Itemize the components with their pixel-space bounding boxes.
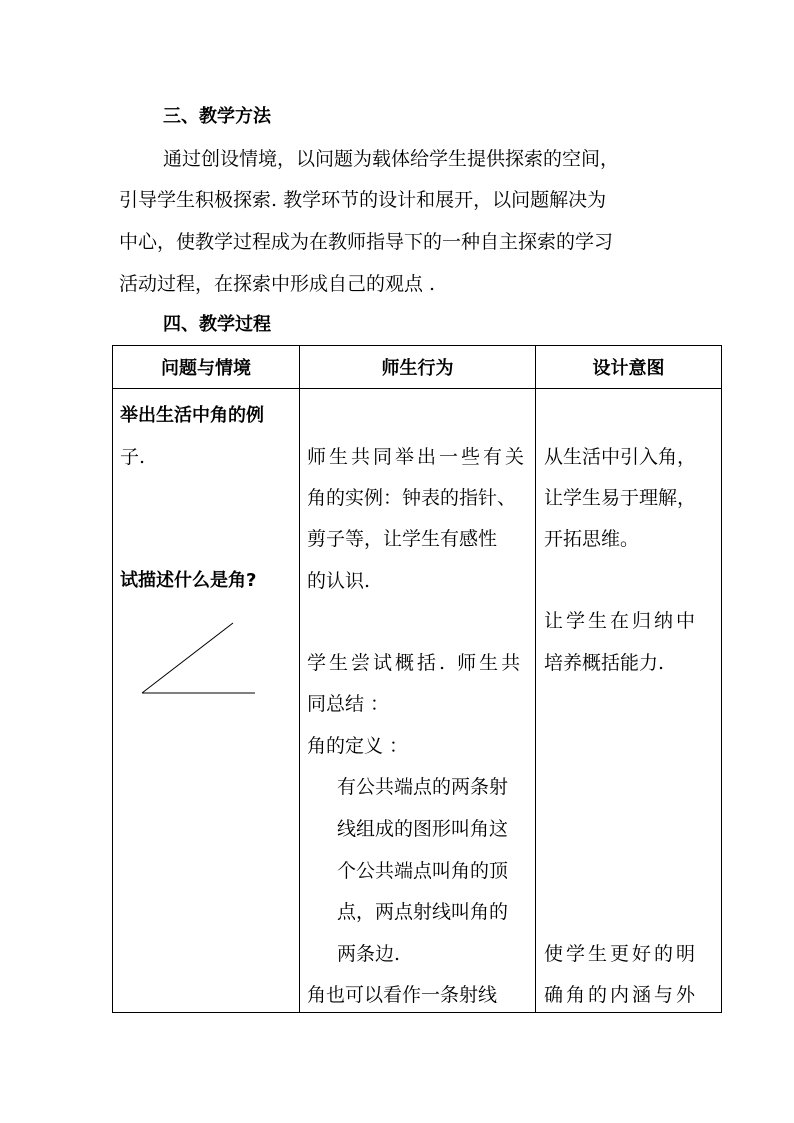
intent-1-line-3: 开拓思维。 <box>544 528 640 550</box>
question-1-line-1: 举出生活中角的例 <box>120 405 264 426</box>
intent-3-line-2: 确角的内涵与外 <box>544 984 699 1006</box>
intent-2-line-2: 培养概括能力. <box>544 652 665 674</box>
definition-line-2: 线组成的图形叫角这 <box>337 818 509 840</box>
section-heading-methods: 三、教学方法 <box>163 106 271 127</box>
action-1-line-4: 的认识. <box>307 570 371 592</box>
table-header-row <box>113 346 722 389</box>
teaching-process-table <box>112 345 722 1013</box>
intent-3-line-1: 使学生更好的明 <box>544 943 699 965</box>
intent-1-line-1: 从生活中引入角， <box>544 446 697 468</box>
angle-ray-upper <box>142 623 233 693</box>
action-3-line-1: 角也可以看作一条射线 <box>307 984 498 1006</box>
action-cell <box>300 389 536 1013</box>
header-teacher-student-action: 师生行为 <box>300 346 536 389</box>
definition-label: 角的定义 ： <box>307 735 409 757</box>
table-body-row <box>113 389 722 1013</box>
intent-2-line-1: 让学生在归纳中 <box>544 610 699 632</box>
action-2-line-1: 学生尝试概括. 师生共 <box>307 652 524 674</box>
methods-paragraph-line-4: 活动过程，在探索中形成自己的观点 . <box>119 273 436 295</box>
methods-paragraph-line-3: 中心，使教学过程成为在教师指导下的一种自主探索的学习 <box>119 231 614 253</box>
definition-line-1: 有公共端点的两条射 <box>337 776 509 798</box>
intent-1-line-2: 让学生易于理解， <box>544 487 697 509</box>
definition-line-4: 点，两点射线叫角的 <box>337 901 509 923</box>
header-design-intent: 设计意图 <box>536 346 722 389</box>
header-problem-situation: 问题与情境 <box>113 346 300 389</box>
action-1-line-1: 师生共同举出一些有关 <box>307 446 528 468</box>
action-1-line-2: 角的实例：钟表的指针、 <box>307 487 517 509</box>
intent-cell <box>536 389 722 1013</box>
action-2-line-2: 同总结 ： <box>307 693 390 715</box>
section-heading-process: 四、教学过程 <box>163 314 271 335</box>
methods-paragraph-line-2: 引导学生积极探索. 教学环节的设计和展开，以问题解决为 <box>119 189 607 211</box>
problem-cell <box>113 389 300 1013</box>
angle-diagram <box>137 617 257 697</box>
definition-line-3: 个公共端点叫角的顶 <box>337 860 509 882</box>
action-1-line-3: 剪子等，让学生有感性 <box>307 528 498 550</box>
methods-paragraph-line-1: 通过创设情境，以问题为载体给学生提供探索的空间， <box>163 148 620 170</box>
question-1-line-2: 子. <box>120 446 146 468</box>
question-2: 试描述什么是角? <box>120 570 257 591</box>
definition-line-5: 两条边. <box>337 943 401 965</box>
